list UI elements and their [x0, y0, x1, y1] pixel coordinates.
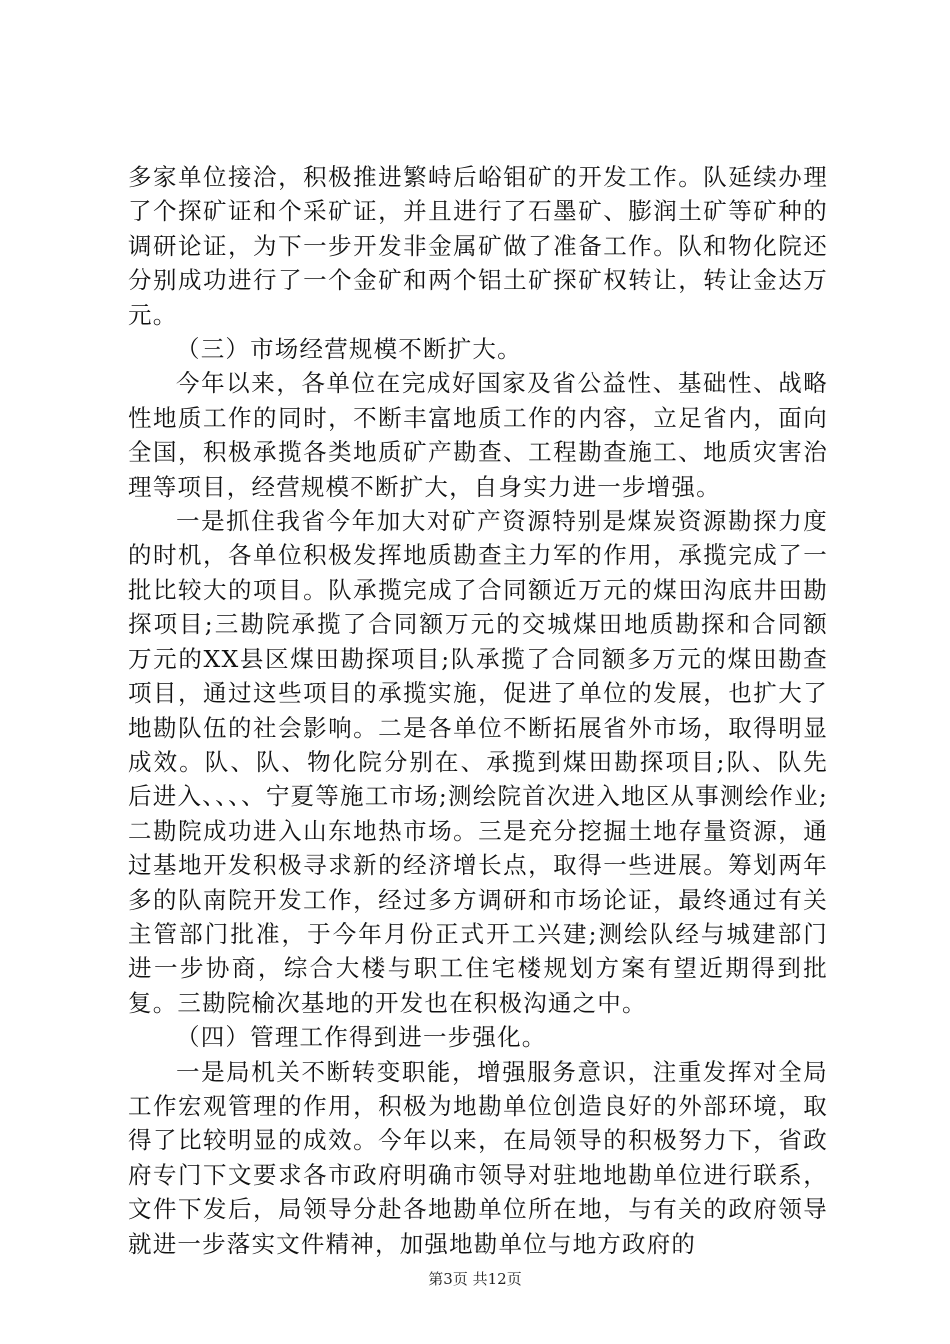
- document-body: [128, 160, 828, 1261]
- section-heading-3: （三）市场经营规模不断扩大。: [176, 335, 522, 364]
- page-number-footer: 第3页 共12页: [428, 1270, 522, 1288]
- paragraph: 一是抓住我省今年加大对矿产资源特别是煤炭资源勘探力度的时机，各单位积极发挥地质勘查主力军的作用，承揽完成了一批比较大的项目。队承揽完成了合同额近万元的煤田沟底井田勘探项目;三勘院承揽了合同额万元的交城煤田地质勘探和合同额万元的XX县区煤田勘探项目;队承揽了合同额多万元的煤田勘查项目，通过这些项目的承揽实施，促进了单位的发展，也扩大了地勘队伍的社会影响。二是各单位不断拓展省外市场，取得明显成效。队、队、物化院分别在、承揽到煤田勘探项目;队、队先后进入、、、、宁夏等施工市场;测绘院首次进入地区从事测绘作业;二勘院成功进入山东地热市场。三是充分挖掘土地存量资源，通过基地开发积极寻求新的经济增长点，取得一些进展。筹划两年多的队南院开发工作，经过多方调研和市场论证，最终通过有关主管部门批准，于今年月份正式开工兴建;测绘队经与城建部门进一步协商，综合大楼与职工住宅楼规划方案有望近期得到批复。三勘院榆次基地的开发也在积极沟通之中。: [128, 507, 828, 1017]
- paragraph: 一是局机关不断转变职能，增强服务意识，注重发挥对全局工作宏观管理的作用，积极为地勘单位创造良好的外部环境，取得了比较明显的成效。今年以来，在局领导的积极努力下，省政府专门下文要求各市政府明确市领导对驻地地勘单位进行联系，文件下发后，局领导分赴各地勘单位所在地，与有关的政府领导就进一步落实文件精神，加强地勘单位与地方政府的: [128, 1057, 828, 1258]
- paragraph: 今年以来，各单位在完成好国家及省公益性、基础性、战略性地质工作的同时，不断丰富地质工作的内容，立足省内，面向全国，积极承揽各类地质矿产勘查、工程勘查施工、地质灾害治理等项目，经营规模不断扩大，自身实力进一步增强。: [128, 369, 828, 501]
- section-heading-4: （四）管理工作得到进一步强化。: [176, 1023, 547, 1052]
- paragraph-continuation: 多家单位接洽，积极推进繁峙后峪钼矿的开发工作。队延续办理了个探矿证和个采矿证，并且进行了石墨矿、膨润土矿等矿种的调研论证，为下一步开发非金属矿做了准备工作。队和物化院还分别成功进行了一个金矿和两个铝土矿探矿权转让，转让金达万元。: [128, 163, 828, 329]
